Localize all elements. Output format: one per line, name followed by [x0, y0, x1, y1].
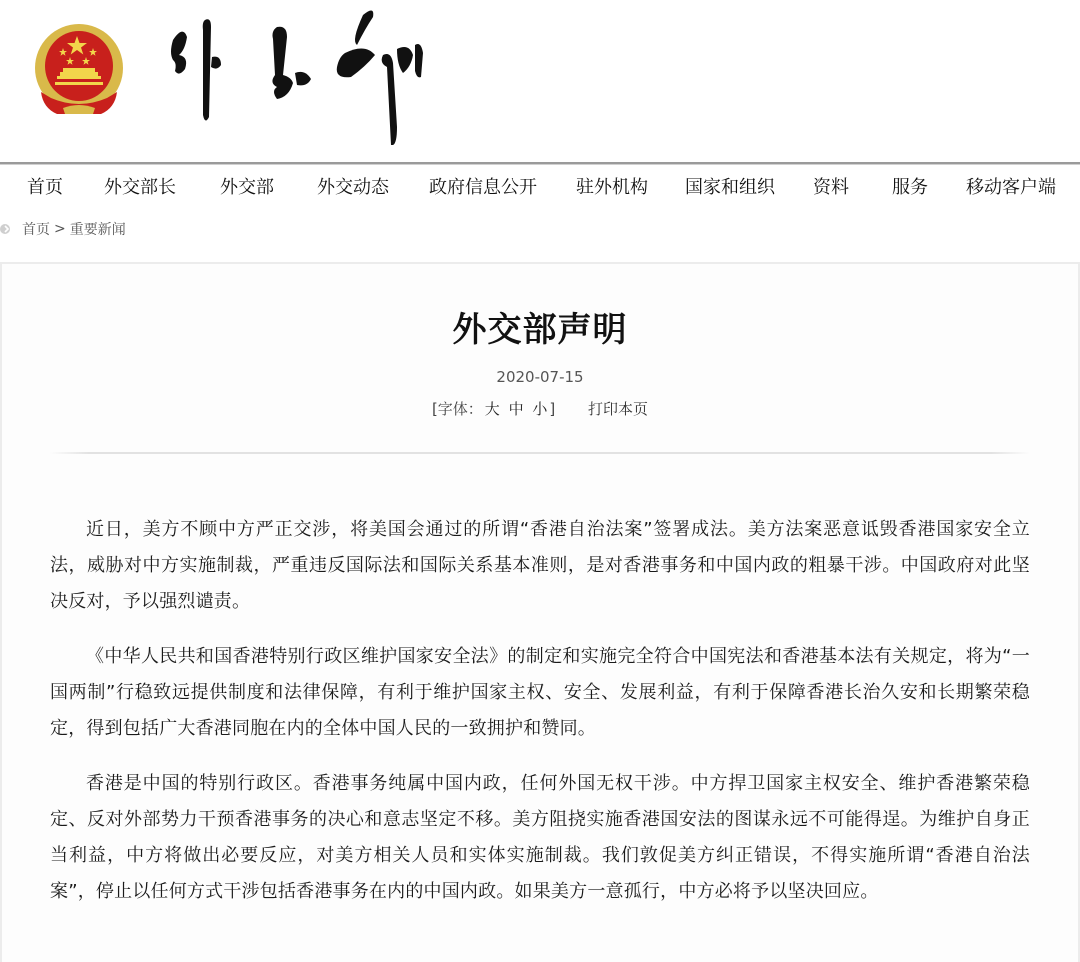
article-paragraph: 近日，美方不顾中方严正交涉，将美国会通过的所谓“香港自治法案”签署成法。美方法案恶意诋毁香港国家安全立法，威胁对中方实施制裁，严重违反国际法和国际关系基本准则，是对香港事务和中国内政的粗暴干涉。中国政府对此坚决反对，予以强烈谴责。	[50, 519, 1030, 612]
print-page-button[interactable]: 打印本页	[588, 400, 649, 418]
nav-item-minister[interactable]: 外交部长	[104, 177, 176, 198]
font-size-medium-button[interactable]: 中	[508, 400, 524, 418]
header-divider	[0, 162, 1080, 165]
breadcrumb-separator: >	[54, 221, 66, 237]
article-body	[50, 512, 1030, 929]
breadcrumb-home[interactable]: 首页	[22, 222, 50, 238]
font-size-label-close: ]	[549, 400, 556, 418]
nav-item-resources[interactable]: 资料	[813, 177, 849, 198]
article-title: 外交部声明	[452, 310, 628, 350]
content-divider	[50, 452, 1030, 454]
national-emblem-icon[interactable]	[33, 22, 125, 120]
breadcrumb	[0, 218, 126, 240]
nav-item-diplomatic-news[interactable]: 外交动态	[317, 177, 389, 198]
breadcrumb-important-news[interactable]: 重要新闻	[69, 222, 126, 238]
nav-item-countries-organizations[interactable]: 国家和组织	[685, 177, 775, 198]
nav-item-missions-overseas[interactable]: 驻外机构	[576, 177, 648, 198]
nav-item-services[interactable]: 服务	[892, 177, 928, 198]
article-tools	[0, 398, 1080, 419]
site-header	[0, 0, 1080, 162]
font-size-small-button[interactable]: 小	[532, 400, 548, 418]
site-logo-calligraphy[interactable]	[165, 5, 455, 145]
font-size-control	[432, 400, 555, 418]
nav-item-mobile-client[interactable]: 移动客户端	[966, 177, 1056, 198]
article-date: 2020-07-15	[496, 368, 584, 386]
article-paragraph: 香港是中国的特别行政区。香港事务纯属中国内政，任何外国无权干涉。中方捍卫国家主权安全、维护香港繁荣稳定、反对外部势力干预香港事务的决心和意志坚定不移。美方阻挠实施香港国安法的图谋永远不可能得逞。为维护自身正当利益，中方将做出必要反应，对美方相关人员和实体实施制裁。我们敦促美方纠正错误，不得实施所谓“香港自治法案”，停止以任何方式干涉包括香港事务在内的中国内政。如果美方一意孤行，中方必将予以坚决回应。	[50, 773, 1030, 902]
nav-item-ministry[interactable]: 外交部	[220, 177, 274, 198]
font-size-large-button[interactable]: 大	[484, 400, 500, 418]
nav-item-government-info[interactable]: 政府信息公开	[429, 177, 537, 198]
double-chevron-icon	[0, 222, 14, 236]
font-size-label: [字体：	[431, 400, 483, 418]
main-nav	[0, 166, 1080, 206]
article-paragraph: 《中华人民共和国香港特别行政区维护国家安全法》的制定和实施完全符合中国宪法和香港基本法有关规定，将为“一国两制”行稳致远提供制度和法律保障，有利于维护国家主权、安全、发展利益，有利于保障香港长治久安和长期繁荣稳定，得到包括广大香港同胞在内的全体中国人民的一致拥护和赞同。	[50, 646, 1030, 739]
nav-item-home[interactable]: 首页	[27, 177, 63, 198]
